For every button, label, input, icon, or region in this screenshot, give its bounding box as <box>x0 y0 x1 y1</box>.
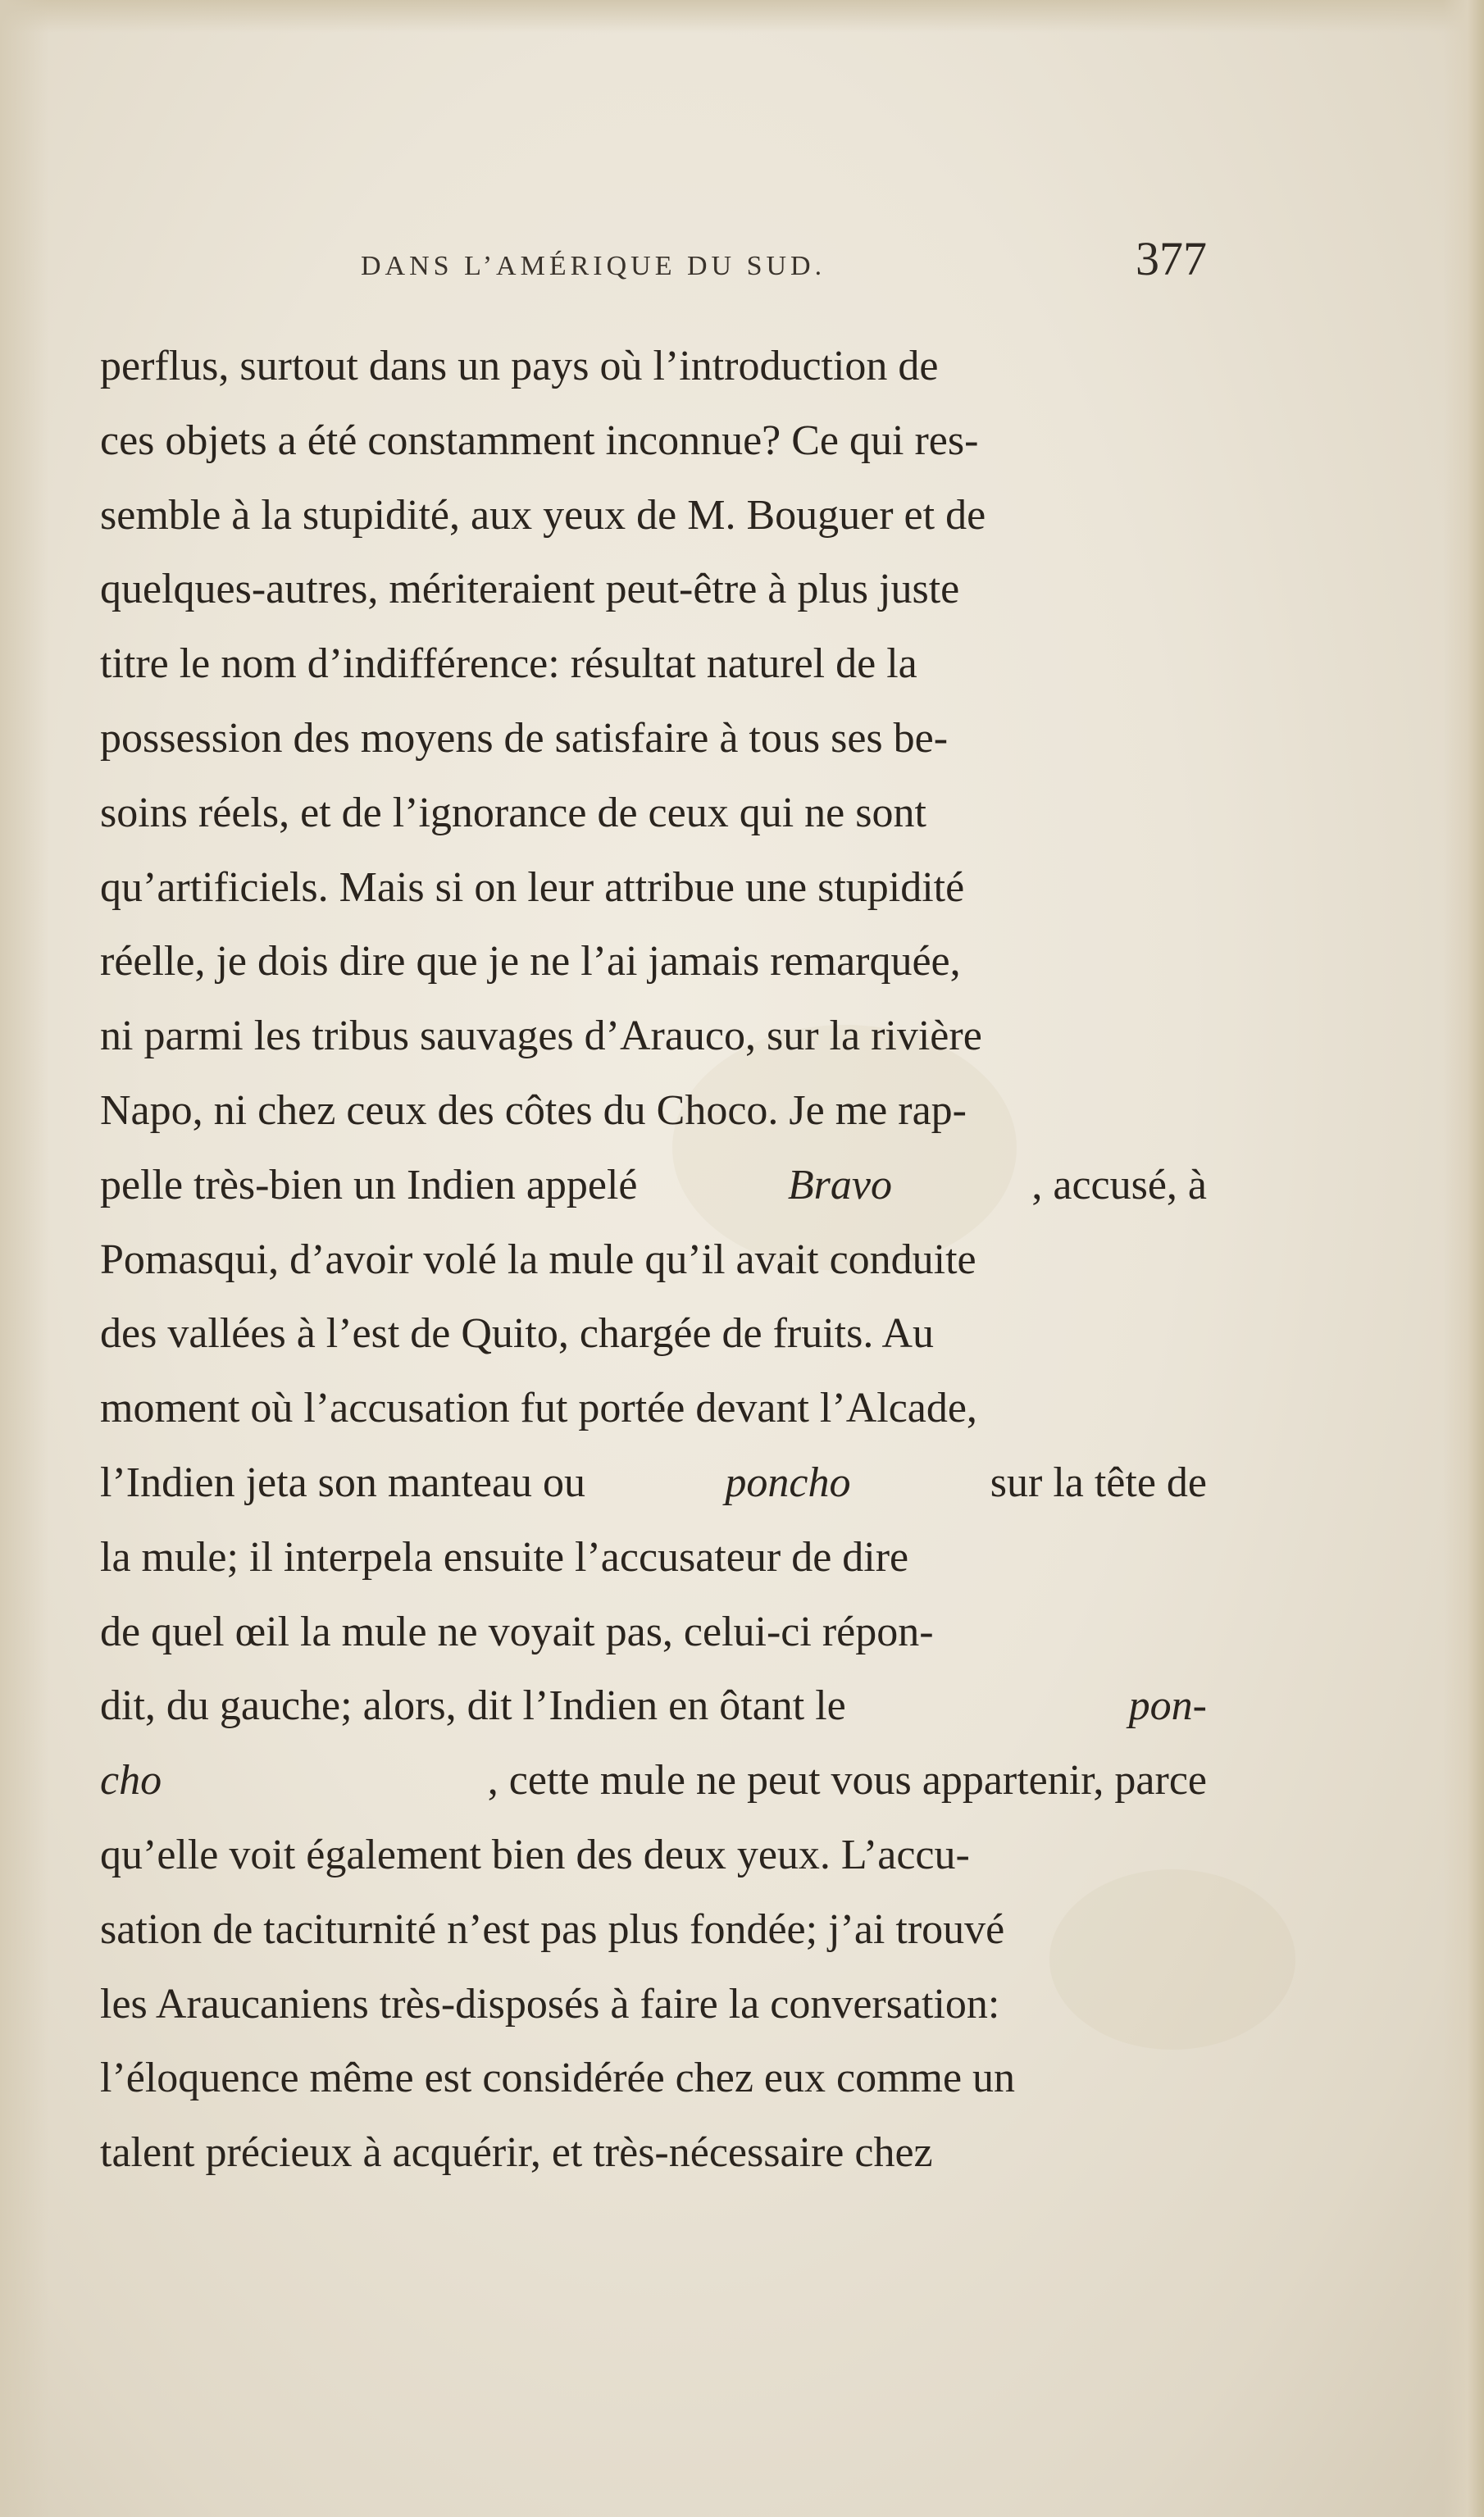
text-segment: quelques-autres, mériteraient peut-être à plus juste <box>100 566 960 613</box>
text-line <box>100 1595 1207 1670</box>
text-line <box>100 330 1207 404</box>
text-segment: qu’artificiels. Mais si on leur attribue une stupidité <box>100 863 965 911</box>
text-line <box>100 1074 1207 1149</box>
text-segment: les Araucaniens très-disposés à faire la conversation: <box>100 1980 1000 2028</box>
text-line <box>100 2116 1207 2191</box>
text-line <box>100 2041 1207 2116</box>
text-segment: ces objets a été constamment inconnue? Ce qui res- <box>100 416 979 464</box>
text-line <box>100 404 1207 479</box>
text-line <box>100 851 1207 926</box>
text-line <box>100 1297 1207 1372</box>
text-segment: pelle très-bien un Indien appelé <box>100 1161 649 1208</box>
text-segment: de quel œil la mule ne voyait pas, celui-ci répon- <box>100 1608 934 1655</box>
text-line <box>100 479 1207 553</box>
text-line <box>100 925 1207 999</box>
text-segment: sur la tête de <box>979 1459 1207 1506</box>
text-line <box>100 1521 1207 1595</box>
italic-word: pon- <box>1128 1682 1207 1730</box>
text-line <box>100 1223 1207 1298</box>
text-segment: , accusé, à <box>1031 1161 1207 1208</box>
text-line <box>100 1446 1207 1521</box>
text-line <box>100 1744 1207 1818</box>
text-line <box>100 702 1207 776</box>
text-line <box>100 1893 1207 1968</box>
page-edge-right <box>1443 0 1484 2517</box>
text-line <box>100 776 1207 851</box>
running-head: DANS L’AMÉRIQUE DU SUD. <box>361 251 826 281</box>
text-segment: semble à la stupidité, aux yeux de M. Bouguer et de <box>100 491 986 539</box>
text-segment: l’Indien jeta son manteau ou <box>100 1459 597 1506</box>
text-line <box>100 1818 1207 1893</box>
text-line <box>100 553 1207 627</box>
text-segment: soins réels, et de l’ignorance de ceux qui ne sont <box>100 789 926 836</box>
italic-word: poncho <box>725 1459 851 1506</box>
page-edge-left <box>0 0 49 2517</box>
text-segment: dit, du gauche; alors, dit l’Indien en ôtant le <box>100 1682 857 1730</box>
text-segment: possession des moyens de satisfaire à tous ses be- <box>100 714 949 762</box>
page-edge-top <box>0 0 1484 33</box>
text-segment: titre le nom d’indifférence: résultat naturel de la <box>100 640 917 688</box>
text-segment: des vallées à l’est de Quito, chargée de fruits. Au <box>100 1310 935 1358</box>
text-line <box>100 1372 1207 1446</box>
text-line <box>100 1669 1207 1744</box>
italic-word: cho <box>100 1757 162 1805</box>
text-segment: la mule; il interpela ensuite l’accusateur de dire <box>100 1533 909 1581</box>
text-line <box>100 1149 1207 1223</box>
text-segment: perflus, surtout dans un pays où l’introduction de <box>100 343 939 389</box>
text-segment: , cette mule ne peut vous appartenir, parce <box>487 1757 1207 1805</box>
page-number: 377 <box>1136 232 1207 285</box>
page-header <box>100 226 1207 300</box>
text-segment: ni parmi les tribus sauvages d’Arauco, sur la rivière <box>100 1013 982 1060</box>
text-segment: moment où l’accusation fut portée devant l’Alcade, <box>100 1385 977 1432</box>
text-segment: réelle, je dois dire que je ne l’ai jamais remarquée, <box>100 938 961 985</box>
text-line <box>100 999 1207 1074</box>
text-line <box>100 1968 1207 2042</box>
text-segment: talent précieux à acquérir, et très-nécessaire chez <box>100 2129 933 2177</box>
body-text <box>100 330 1207 2191</box>
italic-word: Bravo <box>787 1161 892 1208</box>
text-line <box>100 627 1207 702</box>
text-segment: Napo, ni chez ceux des côtes du Choco. Je me rap- <box>100 1086 967 1134</box>
text-segment: Pomasqui, d’avoir volé la mule qu’il avait conduite <box>100 1236 976 1283</box>
text-segment: sation de taciturnité n’est pas plus fondée; j’ai trouvé <box>100 1905 1005 1953</box>
text-segment: l’éloquence même est considérée chez eux comme un <box>100 2055 1016 2102</box>
text-segment: qu’elle voit également bien des deux yeux. L’accu- <box>100 1831 970 1878</box>
